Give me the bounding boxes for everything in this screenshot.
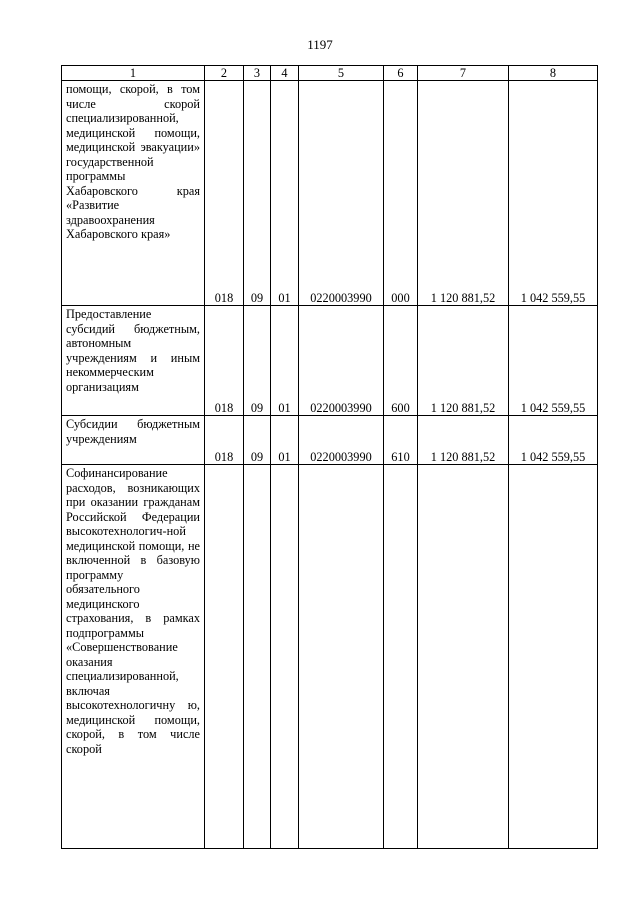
description-text-last-line: Хабаровского края»: [66, 227, 171, 241]
expense-type-cell: [384, 465, 418, 849]
amount-cell: [509, 465, 598, 849]
column-header: 4: [271, 66, 299, 81]
column-header: 6: [384, 66, 418, 81]
row-description: [62, 306, 205, 416]
table-row: [62, 416, 598, 465]
amount-cell: 1 120 881,52: [418, 81, 509, 306]
table-row: [62, 81, 598, 306]
section-code-cell: 09: [244, 306, 271, 416]
description-text: Субсидии бюджетным: [66, 417, 200, 431]
section-code-cell: 09: [244, 416, 271, 465]
column-header: 7: [418, 66, 509, 81]
description-text: Предоставление субсидий бюджетным, автономным учреждениям и иным некоммерческим: [66, 307, 200, 379]
target-article-cell: 0220003990: [299, 416, 384, 465]
amount-cell: 1 120 881,52: [418, 416, 509, 465]
target-article-cell: 0220003990: [299, 81, 384, 306]
expense-type-cell: 000: [384, 81, 418, 306]
row-description: [62, 465, 205, 849]
target-article-cell: 0220003990: [299, 306, 384, 416]
subsection-code-cell: 01: [271, 306, 299, 416]
ministry-code-cell: 018: [205, 306, 244, 416]
subsection-code-cell: 01: [271, 81, 299, 306]
table-row: [62, 465, 598, 849]
ministry-code-cell: 018: [205, 416, 244, 465]
target-article-cell: [299, 465, 384, 849]
budget-table: [61, 65, 598, 849]
description-text: Софинансирование расходов, возникающих при оказании гражданам Российской Федерации высокотехнологич-ной медицинской помощи, не включенной в базовую программу обязательного медицинского страхования, в рамках подпрограммы «Совершенствование оказания специализированной, включая высокотехнологичну ю, медицинской помощи, скорой, в том числе скорой: [66, 466, 200, 756]
expense-type-cell: 610: [384, 416, 418, 465]
amount-cell: 1 042 559,55: [509, 81, 598, 306]
subsection-code-cell: 01: [271, 416, 299, 465]
amount-cell: 1 120 881,52: [418, 306, 509, 416]
row-description: [62, 81, 205, 306]
expense-type-cell: 600: [384, 306, 418, 416]
section-code-cell: 09: [244, 81, 271, 306]
amount-cell: 1 042 559,55: [509, 306, 598, 416]
amount-cell: 1 042 559,55: [509, 416, 598, 465]
section-code-cell: [244, 465, 271, 849]
description-text: помощи, скорой, в том числе скорой специализированной, медицинской помощи, медицинской эвакуации» государственной программы Хабаровского края «Развитие здравоохранения: [66, 82, 200, 227]
ministry-code-cell: [205, 465, 244, 849]
ministry-code-cell: 018: [205, 81, 244, 306]
row-description: [62, 416, 205, 465]
column-header: 3: [244, 66, 271, 81]
column-header: 8: [509, 66, 598, 81]
table-header-row: [62, 66, 598, 81]
amount-cell: [418, 465, 509, 849]
description-text-last-line: учреждениям: [66, 431, 137, 446]
page-number: 1197: [307, 37, 333, 52]
column-header: 1: [62, 66, 205, 81]
table-row: [62, 306, 598, 416]
subsection-code-cell: [271, 465, 299, 849]
column-header: 2: [205, 66, 244, 81]
column-header: 5: [299, 66, 384, 81]
description-text-last-line: организациям: [66, 379, 139, 394]
